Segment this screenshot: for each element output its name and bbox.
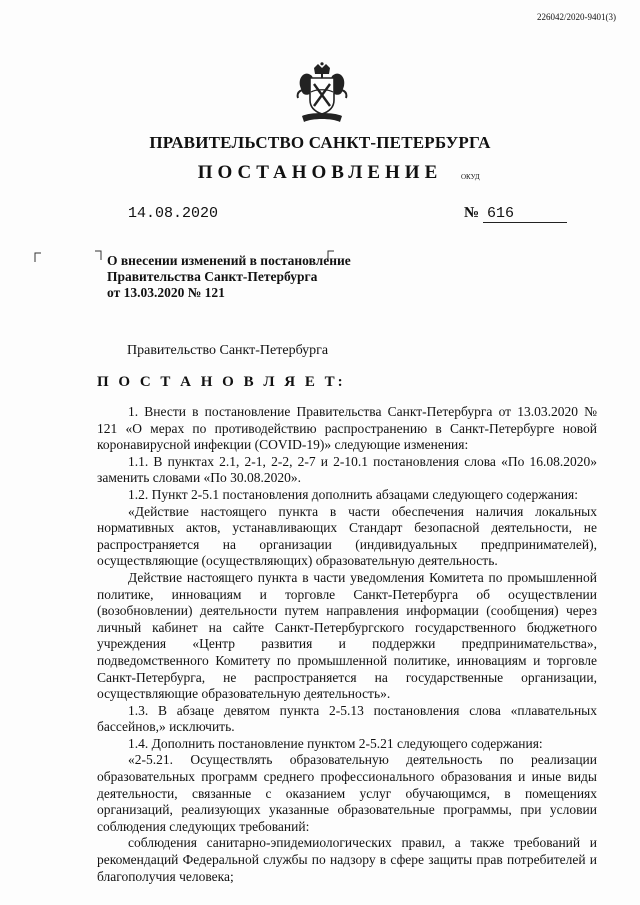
issuer-title: ПРАВИТЕЛЬСТВО САНКТ-ПЕТЕРБУРГА <box>149 133 491 152</box>
body-paragraph: «Действие настоящего пункта в части обеспечения наличия локальных нормативных актов, устанавливающих Стандарт безопасной деятельности, не распространяется на организации (индивидуальных предпринимателей), осуществляющие (осуществляющих) образовательную деятельность. <box>97 503 597 569</box>
document-body <box>97 404 597 885</box>
document-date: 14.08.2020 <box>128 205 219 222</box>
body-paragraph: 1.3. В абзаце девятом пункта 2-5.13 постановления слова «плавательных бассейнов,» исключить. <box>97 702 597 735</box>
number-label: № <box>464 205 480 221</box>
subject-line: О внесении изменений в постановление <box>107 253 351 268</box>
document-subject <box>107 253 357 301</box>
body-paragraph: Действие настоящего пункта в части уведомления Комитета по промышленной политике, инновациям и торговле Санкт-Петербурга об осуществлении (возобновлении) деятельности путем направления информации (сообщения) через личный кабинет на сайте Санкт-Петербургского государственного бюджетного учреждения «Центр развития и поддержки предпринимательства», подведомственного Комитету по промышленной политике, инновациям и торговле Санкт-Петербурга, не распространяется на государственные организации, осуществляющие образовательную деятельность». <box>97 569 597 702</box>
body-paragraph: 1.2. Пункт 2-5.1 постановления дополнить абзацами следующего содержания: <box>128 486 579 502</box>
body-paragraph: «2-5.21. Осуществлять образовательную деятельность по реализации образовательных программ среднего профессионального образования и иные виды деятельности, связанные с оказанием услуг обучающимся, в помещениях организаций, реализующих указанные образовательные программы, при условии соблюдения следующих требований: <box>97 752 597 834</box>
document-type: ПОСТАНОВЛЕНИЕ <box>197 162 443 183</box>
body-paragraph: 1.1. В пунктах 2.1, 2-1, 2-2, 2-7 и 2-10.1 постановления слова «По 16.08.2020» заменить словами «По 30.08.2020». <box>97 453 597 486</box>
body-paragraph: 1. Внести в постановление Правительства Санкт-Петербурга от 13.03.2020 № 121 «О мерах по противодействию распространению в Санкт-Петербурге новой коронавирусной инфекции (COVID-19)» следующие изменения: <box>97 404 597 453</box>
subject-line: Правительства Санкт-Петербурга <box>107 269 318 284</box>
document-number: 616 <box>483 205 567 223</box>
subject-line: от 13.03.2020 № 121 <box>107 285 225 300</box>
coat-of-arms-icon <box>296 62 348 126</box>
subject-bracket-left-icon <box>94 250 102 260</box>
preamble: Правительство Санкт-Петербурга <box>127 343 329 358</box>
decree-heading: П О С Т А Н О В Л Я Е Т: <box>97 374 346 390</box>
okud-label: ОКУД <box>461 173 480 181</box>
body-paragraph: соблюдения санитарно-эпидемиологических правил, а также требований и рекомендаций Федеральной службы по надзору в сфере защиты прав потребителей и благополучия человека; <box>97 835 597 884</box>
registration-number: 226042/2020-9401(3) <box>537 12 616 22</box>
body-paragraph: 1.4. Дополнить постановление пунктом 2-5.21 следующего содержания: <box>128 735 543 751</box>
left-margin-mark-icon <box>34 252 42 262</box>
